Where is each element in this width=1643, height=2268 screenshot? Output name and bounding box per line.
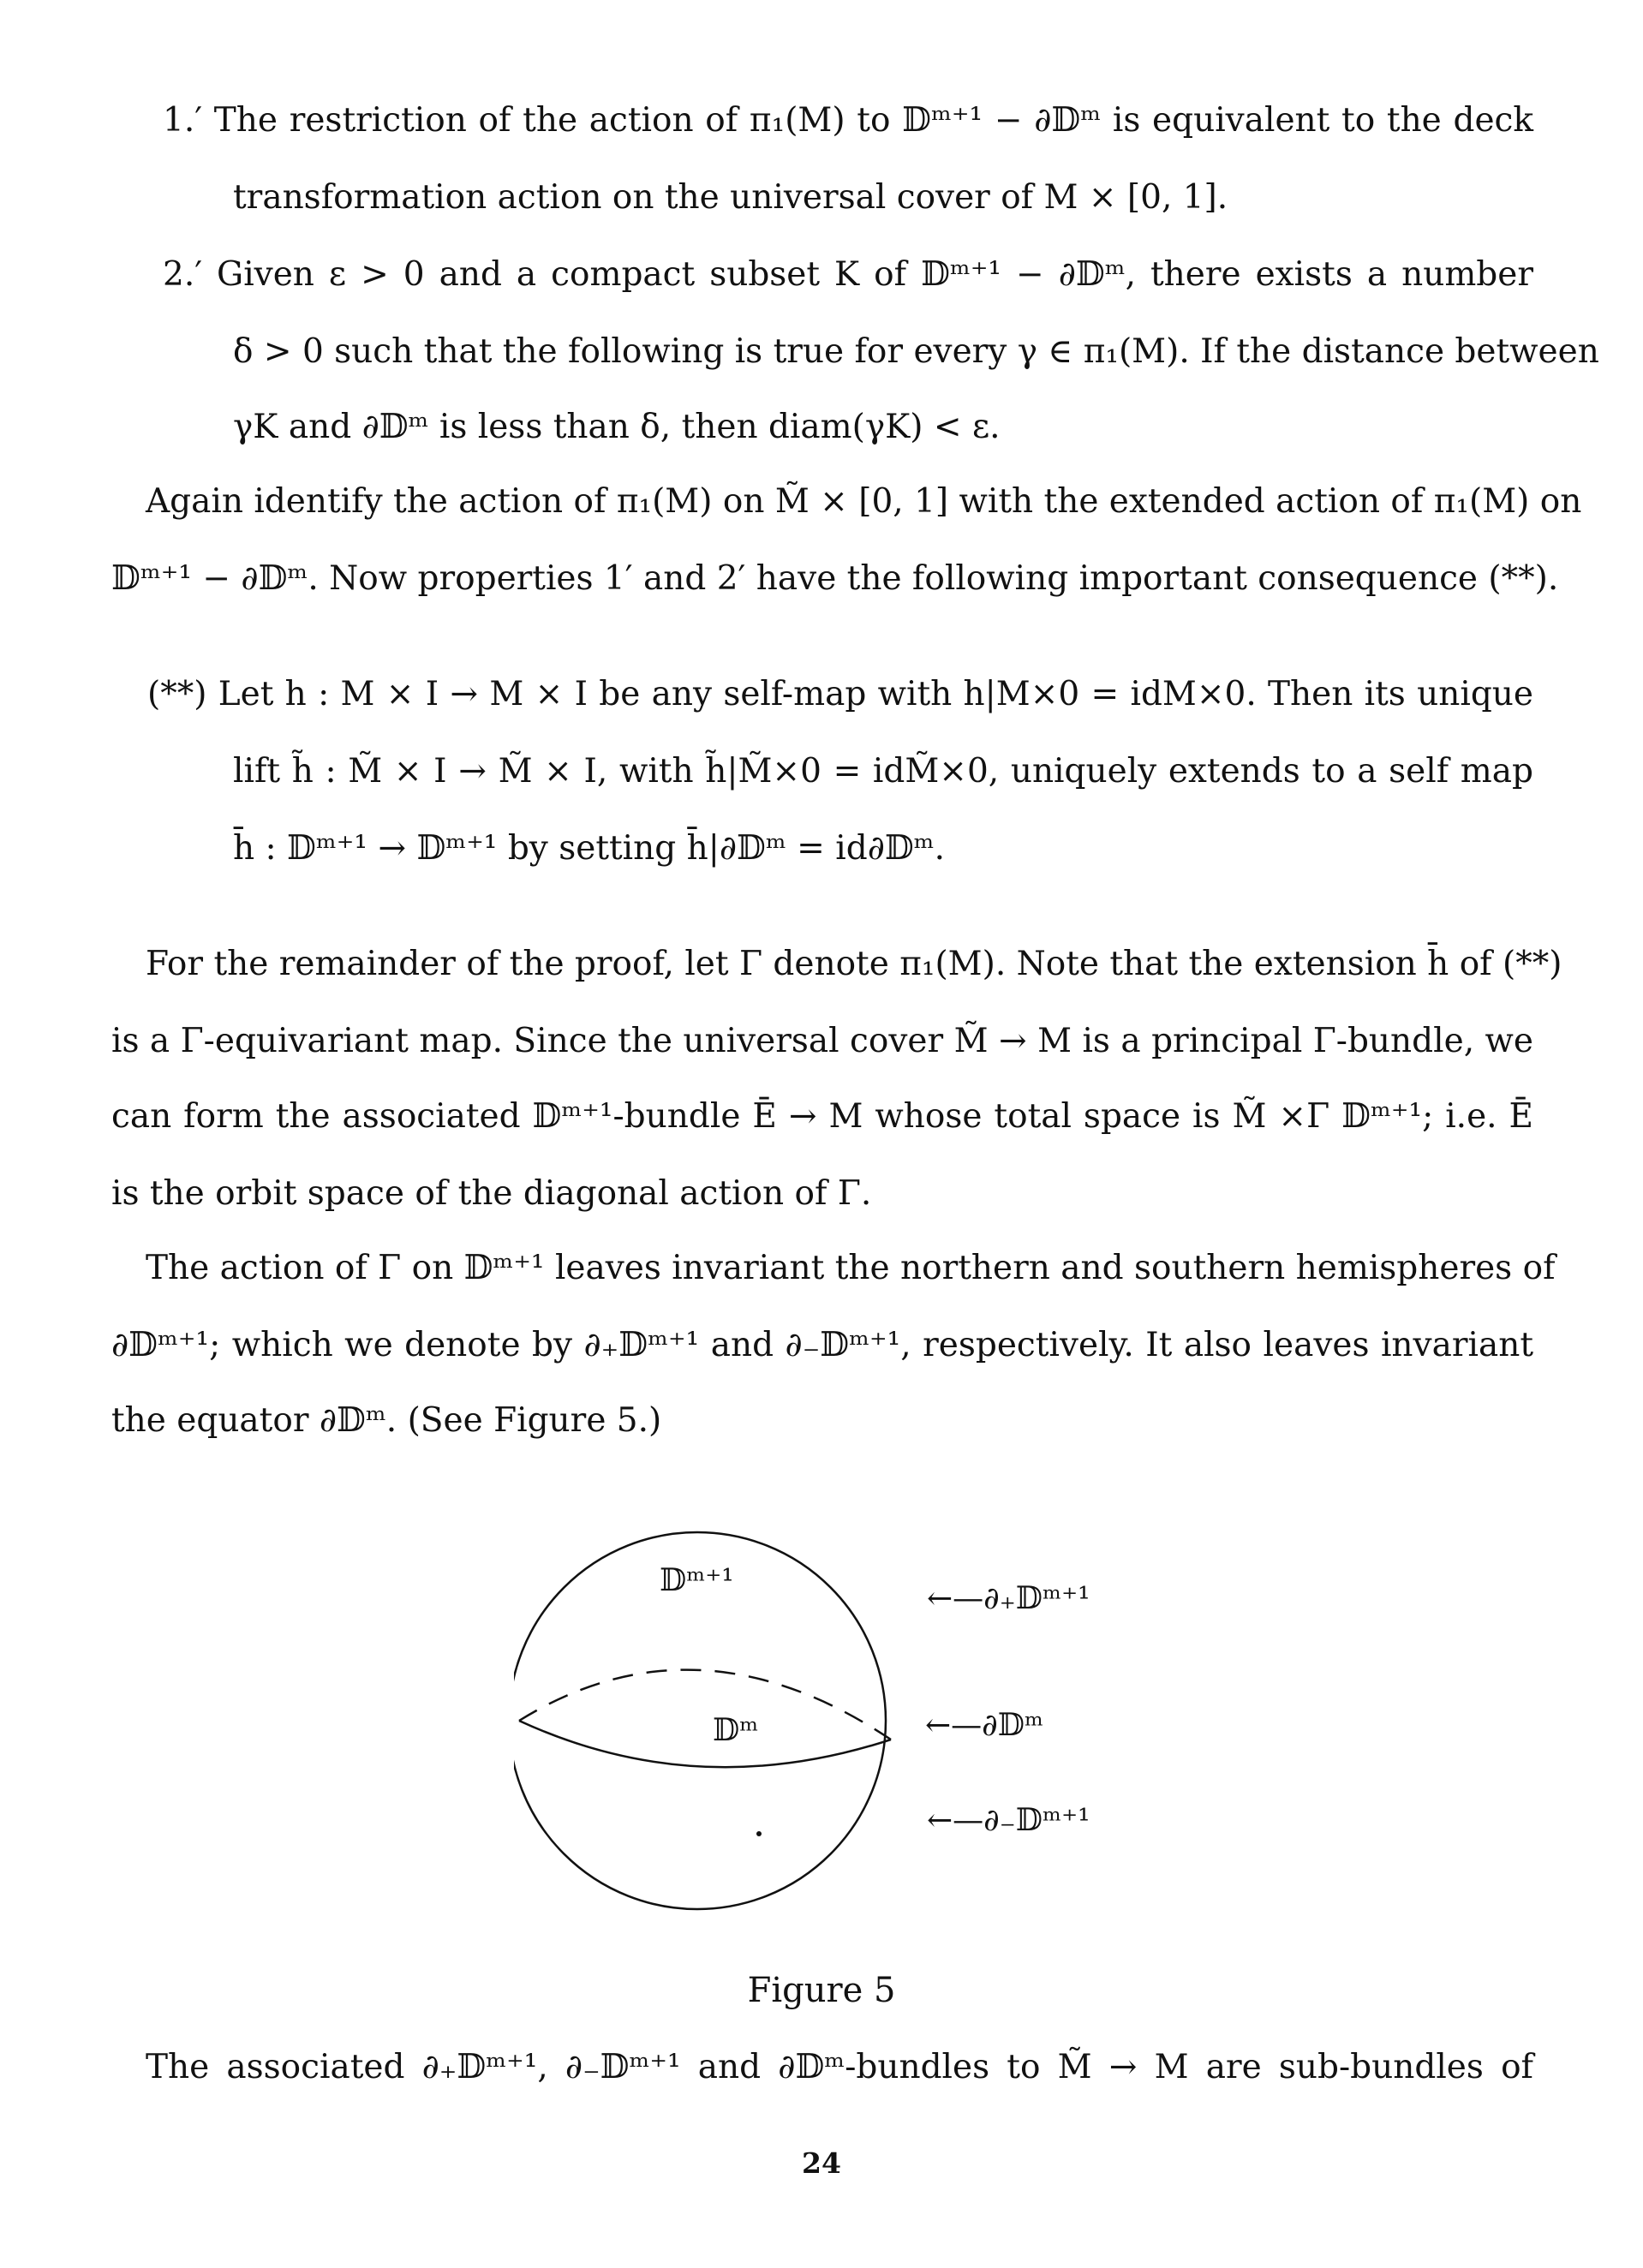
figure-caption: Figure 5	[747, 1971, 896, 2010]
claim-line-2: lift h̃ : M̃ × I → M̃ × I, with h̃|M̃×0 = idM̃×0, uniquely extends to a self map	[233, 752, 1533, 791]
ball-diagram	[514, 1495, 1165, 1974]
item-2-line-2: δ > 0 such that the following is true for every γ ∈ π₁(M). If the distance between	[233, 332, 1599, 371]
ball-label: 𝔻ᵐ⁺¹	[660, 1563, 734, 1598]
claim-line-1: (**) Let h : M × I → M × I be any self-map with h|M×0 = idM×0. Then its unique	[147, 675, 1533, 713]
para-remainder-line-1: For the remainder of the proof, let Γ denote π₁(M). Note that the extension h̄ of (**)	[146, 945, 1562, 983]
figure-5	[514, 1495, 1165, 1974]
equator-front-arc	[519, 1721, 891, 1767]
item-2-line-1: 2.′ Given ε > 0 and a compact subset K of 𝔻ᵐ⁺¹ − ∂𝔻ᵐ, there exists a number	[163, 255, 1533, 294]
item-1-line-1: 1.′ The restriction of the action of π₁(M) to 𝔻ᵐ⁺¹ − ∂𝔻ᵐ is equivalent to the deck	[163, 101, 1533, 140]
para-associated-line-1: The associated ∂₊𝔻ᵐ⁺¹, ∂₋𝔻ᵐ⁺¹ and ∂𝔻ᵐ-bundles to M̃ → M are sub-bundles of	[146, 2048, 1533, 2086]
para-action-line-1: The action of Γ on 𝔻ᵐ⁺¹ leaves invariant the northern and southern hemispheres of	[146, 1249, 1556, 1287]
page-number: 24	[802, 2146, 841, 2180]
para-action-line-3: the equator ∂𝔻ᵐ. (See Figure 5.)	[111, 1401, 662, 1440]
north-hemisphere-label: ←—∂₊𝔻ᵐ⁺¹	[927, 1581, 1090, 1616]
center-dot	[756, 1831, 762, 1836]
para-remainder-line-4: is the orbit space of the diagonal action of Γ.	[111, 1174, 872, 1213]
para-action-line-2: ∂𝔻ᵐ⁺¹; which we denote by ∂₊𝔻ᵐ⁺¹ and ∂₋𝔻ᵐ⁺¹, respectively. It also leaves invariant	[111, 1326, 1533, 1364]
para-again-line-2: 𝔻ᵐ⁺¹ − ∂𝔻ᵐ. Now properties 1′ and 2′ have the following important consequence (**).	[111, 559, 1559, 598]
claim-line-3: h̄ : 𝔻ᵐ⁺¹ → 𝔻ᵐ⁺¹ by setting h̄|∂𝔻ᵐ = id∂𝔻ᵐ.	[233, 829, 945, 868]
equator-label: ←—∂𝔻ᵐ	[925, 1708, 1044, 1743]
para-again-line-1: Again identify the action of π₁(M) on M̃ × [0, 1] with the extended action of π₁(M) on	[146, 482, 1582, 521]
item-2-line-3: γK and ∂𝔻ᵐ is less than δ, then diam(γK) < ε.	[233, 408, 1001, 446]
para-remainder-line-2: is a Γ-equivariant map. Since the universal cover M̃ → M is a principal Γ-bundle, we	[111, 1022, 1533, 1060]
para-remainder-line-3: can form the associated 𝔻ᵐ⁺¹-bundle Ē → M whose total space is M̃ ×Γ 𝔻ᵐ⁺¹; i.e. Ē	[111, 1097, 1533, 1136]
equator-back-arc	[519, 1670, 891, 1740]
disk-label: 𝔻ᵐ	[713, 1713, 759, 1748]
item-1-line-2: transformation action on the universal cover of M × [0, 1].	[233, 178, 1228, 217]
south-hemisphere-label: ←—∂₋𝔻ᵐ⁺¹	[927, 1803, 1090, 1838]
